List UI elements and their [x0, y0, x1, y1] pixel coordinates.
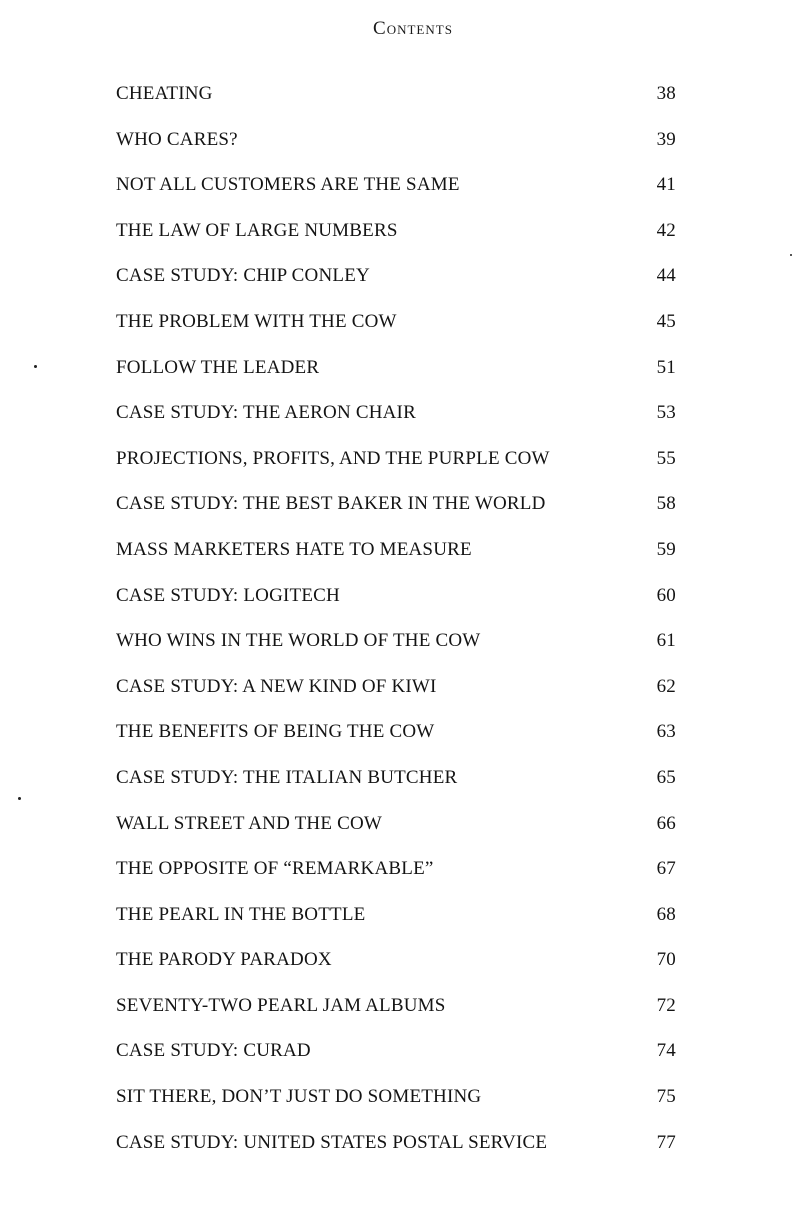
toc-entry-title: WHO CARES? — [116, 128, 238, 150]
scan-speck — [34, 365, 37, 368]
toc-entry-title: PROJECTIONS, PROFITS, AND THE PURPLE COW — [116, 447, 550, 469]
toc-page-number: 70 — [656, 949, 676, 971]
toc-row — [116, 75, 676, 121]
toc-entry-title: WALL STREET AND THE COW — [116, 812, 383, 834]
toc-entry-title: CASE STUDY: A NEW KIND OF KIWI — [116, 675, 437, 697]
toc-entry-title: SEVENTY-TWO PEARL JAM ALBUMS — [116, 994, 446, 1016]
toc-row — [116, 531, 676, 577]
toc-entry-title: SIT THERE, DON’T JUST DO SOMETHING — [116, 1086, 482, 1108]
toc-entry-title: CASE STUDY: CURAD — [116, 1040, 311, 1062]
toc-entry-title: CASE STUDY: THE BEST BAKER IN THE WORLD — [116, 493, 546, 515]
toc-page-number: 38 — [656, 83, 676, 104]
toc-page-number: 51 — [656, 356, 676, 378]
toc-row — [116, 941, 676, 987]
toc-row — [116, 668, 676, 714]
toc-entry-title: THE LAW OF LARGE NUMBERS — [116, 219, 398, 241]
toc-page-number: 55 — [656, 447, 676, 469]
toc-entry-title: THE OPPOSITE OF “REMARKABLE” — [116, 858, 434, 880]
toc-row — [116, 349, 676, 395]
toc-row — [116, 622, 676, 668]
toc-row — [116, 257, 676, 303]
toc-row — [116, 166, 676, 212]
toc-row — [116, 987, 676, 1033]
toc-page-number: 72 — [656, 994, 676, 1016]
toc-page-number: 65 — [656, 766, 676, 788]
toc-row — [116, 485, 676, 531]
toc-row — [116, 303, 676, 349]
toc-entry-title: THE BENEFITS OF BEING THE COW — [116, 721, 435, 743]
toc-row — [116, 394, 676, 440]
toc-page-number: 45 — [656, 310, 676, 332]
toc-row — [116, 713, 676, 759]
toc-page-number: 58 — [656, 493, 676, 515]
toc-entry-title: THE PEARL IN THE BOTTLE — [116, 903, 366, 925]
toc-page-number: 61 — [656, 630, 676, 652]
toc-entry-title: FOLLOW THE LEADER — [116, 356, 320, 378]
toc-row — [116, 440, 676, 486]
toc-row — [116, 121, 676, 167]
toc-page-number: 66 — [656, 812, 676, 834]
scan-speck — [18, 797, 21, 800]
toc-entry-title: THE PROBLEM WITH THE COW — [116, 310, 397, 332]
toc-page-number: 41 — [656, 174, 676, 196]
toc-page-number: 63 — [656, 721, 676, 743]
toc-entry-title: CHEATING — [116, 83, 213, 104]
toc-page-number: 60 — [656, 584, 676, 606]
toc-page-number: 44 — [656, 265, 676, 287]
toc-row — [116, 212, 676, 258]
toc-row — [116, 1032, 676, 1078]
toc-row — [116, 850, 676, 896]
toc-page-number: 68 — [656, 903, 676, 925]
toc-entry-title: THE PARODY PARADOX — [116, 949, 332, 971]
toc-page-number: 53 — [656, 402, 676, 424]
toc-row — [116, 759, 676, 805]
toc-entry-title: CASE STUDY: THE AERON CHAIR — [116, 402, 416, 424]
toc-page-number: 62 — [656, 675, 676, 697]
toc-row — [116, 896, 676, 942]
toc-page-number: 67 — [656, 858, 676, 880]
scan-speck — [790, 254, 792, 256]
toc-entry-title: CASE STUDY: THE ITALIAN BUTCHER — [116, 766, 458, 788]
toc-page-number: 74 — [656, 1040, 676, 1062]
table-of-contents — [116, 75, 676, 1169]
toc-page-number: 42 — [656, 219, 676, 241]
toc-entry-title: CASE STUDY: LOGITECH — [116, 584, 340, 606]
toc-page-number: 77 — [656, 1131, 676, 1153]
toc-page-number: 59 — [656, 538, 676, 560]
toc-entry-title: NOT ALL CUSTOMERS ARE THE SAME — [116, 174, 460, 196]
toc-entry-title: CASE STUDY: CHIP CONLEY — [116, 265, 370, 287]
toc-page-number: 75 — [656, 1086, 676, 1108]
toc-row — [116, 805, 676, 851]
toc-row — [116, 577, 676, 623]
toc-entry-title: CASE STUDY: UNITED STATES POSTAL SERVICE — [116, 1131, 548, 1153]
page-title: Contents — [373, 18, 453, 39]
toc-entry-title: WHO WINS IN THE WORLD OF THE COW — [116, 630, 481, 652]
toc-page-number: 39 — [656, 128, 676, 150]
toc-row — [116, 1078, 676, 1124]
toc-entry-title: MASS MARKETERS HATE TO MEASURE — [116, 538, 472, 560]
toc-row — [116, 1124, 676, 1170]
